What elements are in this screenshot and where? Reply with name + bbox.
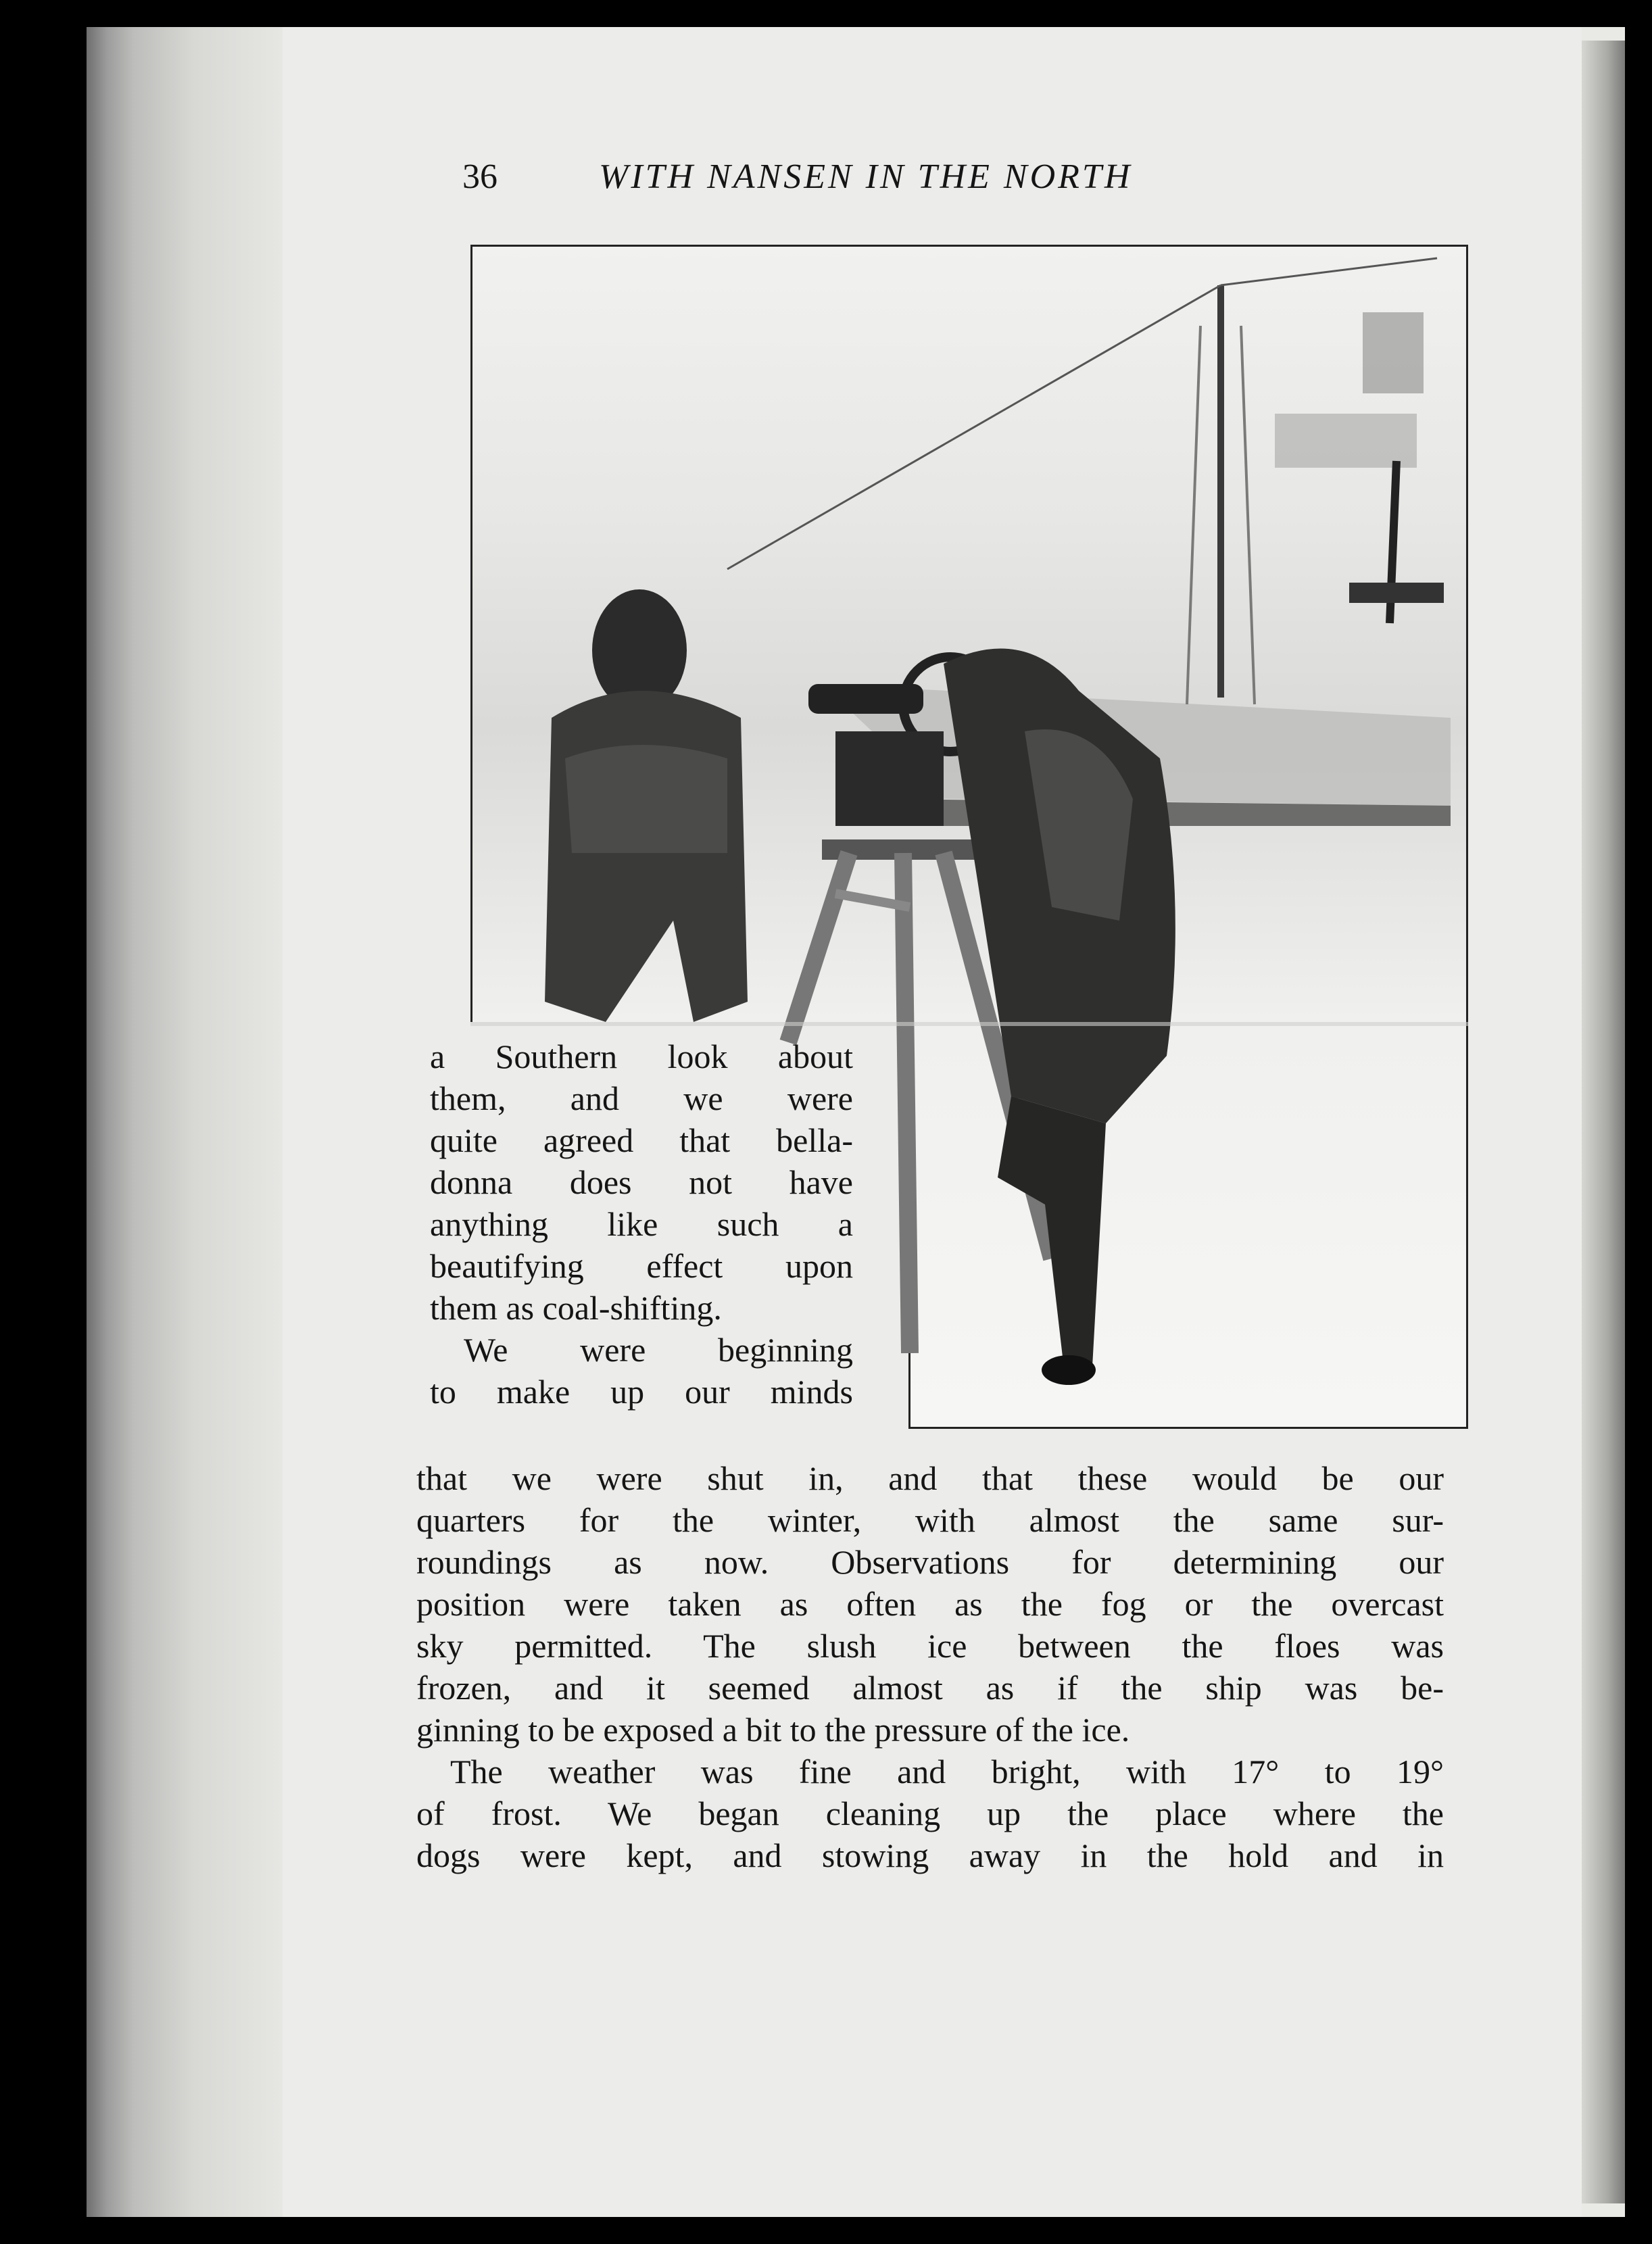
text-line: a Southern look about: [430, 1038, 853, 1075]
text-line: position were taken as often as the fog or the overcast: [416, 1585, 1444, 1623]
running-head: [462, 157, 1341, 218]
text-line: quite agreed that bella-: [430, 1121, 853, 1159]
page-number: 36: [462, 157, 497, 196]
text-line: The weather was fine and bright, with 17° to 19°: [450, 1753, 1444, 1790]
text-line: of frost. We began cleaning up the place where the: [416, 1795, 1444, 1832]
text-line: donna does not have: [430, 1163, 853, 1201]
text-line: dogs were kept, and stowing away in the hold and in: [416, 1836, 1444, 1874]
man-in-furs-left: [545, 589, 748, 1022]
text-line: beautifying effect upon: [430, 1247, 853, 1285]
text-line: ginning to be exposed a bit to the pressure of the ice.: [416, 1711, 1130, 1749]
text-line: to make up our minds: [430, 1373, 853, 1411]
text-line: frozen, and it seemed almost as if the ship was be-: [416, 1669, 1444, 1707]
text-line: quarters for the winter, with almost the same sur-: [416, 1501, 1444, 1539]
text-line: them, and we were: [430, 1079, 853, 1117]
narrow-text-column: [430, 1035, 853, 1413]
running-title: WITH NANSEN IN THE NORTH: [599, 157, 1133, 196]
text-line: We were beginning: [464, 1331, 853, 1369]
full-width-text: [416, 1457, 1444, 1876]
book-spine: [87, 27, 283, 2217]
text-line: anything like such a: [430, 1205, 853, 1243]
text-line: that we were shut in, and that these would be our: [416, 1459, 1444, 1497]
text-line: them as coal-shifting.: [430, 1289, 722, 1327]
page-edge: [1582, 41, 1625, 2203]
text-line: sky permitted. The slush ice between the floes was: [416, 1627, 1444, 1665]
text-line: roundings as now. Observations for determining our: [416, 1543, 1444, 1581]
